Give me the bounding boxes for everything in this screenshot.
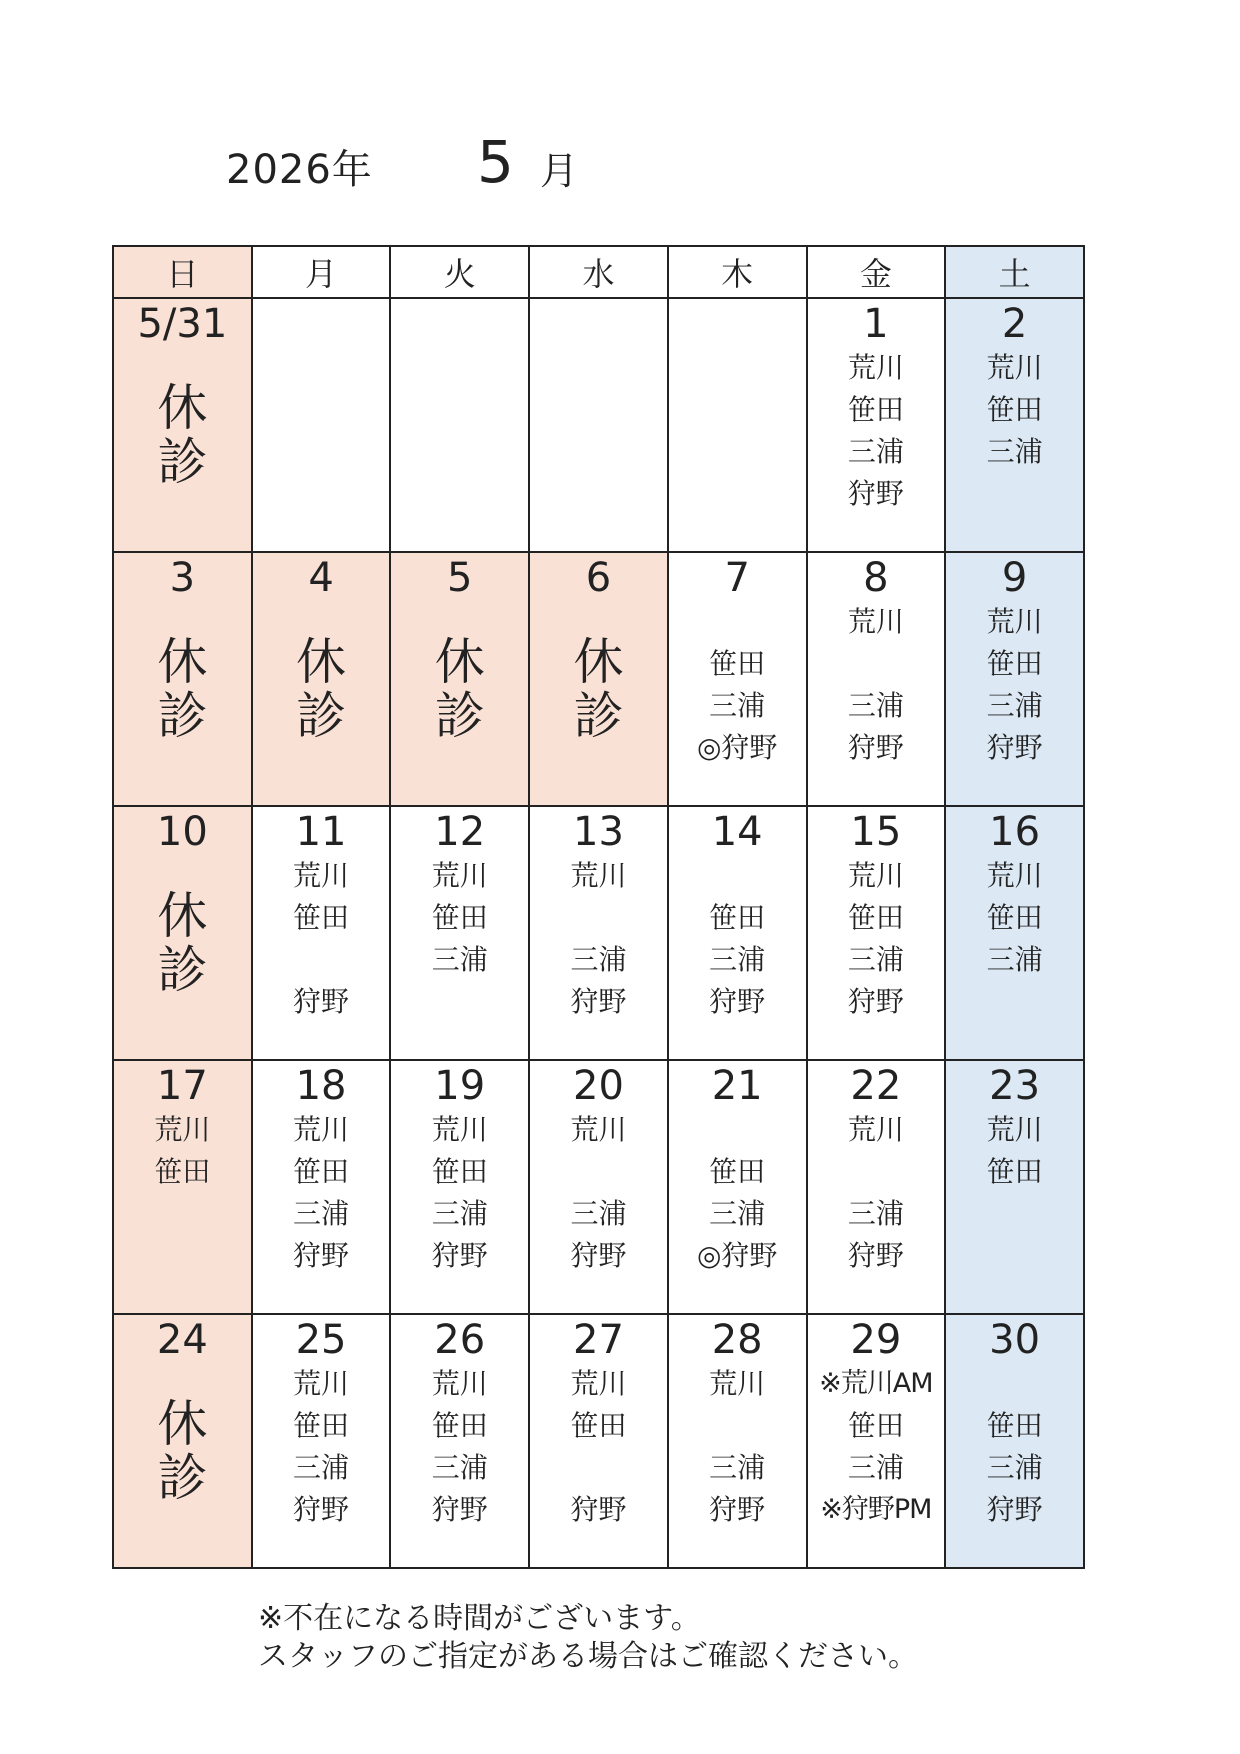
staff-entry: 三浦 bbox=[709, 943, 766, 976]
calendar-header bbox=[0, 128, 1240, 208]
staff-entry bbox=[114, 1193, 251, 1235]
week-row bbox=[113, 1060, 1084, 1314]
calendar-grid bbox=[112, 245, 1085, 1569]
day-cell bbox=[390, 1060, 529, 1314]
day-cell bbox=[529, 1314, 668, 1568]
closed-label: 診 bbox=[573, 687, 624, 745]
staff-entry: 三浦 bbox=[431, 1451, 488, 1484]
staff-entry: 荒川 bbox=[847, 605, 904, 638]
staff-entry: 狩野 bbox=[293, 1239, 350, 1272]
day-number: 21 bbox=[711, 1063, 763, 1109]
day-cell bbox=[529, 806, 668, 1060]
day-cell bbox=[390, 806, 529, 1060]
staff-entry: 荒川 bbox=[986, 859, 1043, 892]
note-line-1: ※不在になる時間がございます。 bbox=[258, 1601, 701, 1636]
day-cell bbox=[113, 1314, 252, 1568]
staff-entry bbox=[530, 1447, 667, 1489]
day-cell bbox=[390, 552, 529, 806]
staff-entry: 笹田 bbox=[847, 1409, 904, 1442]
staff-entry bbox=[946, 981, 1083, 1023]
day-cell bbox=[668, 1314, 807, 1568]
week-row bbox=[113, 552, 1084, 806]
staff-entry: 笹田 bbox=[986, 393, 1043, 426]
staff-entry: 笹田 bbox=[986, 901, 1043, 934]
closed-label: 診 bbox=[157, 1449, 208, 1507]
staff-entry: 笹田 bbox=[847, 901, 904, 934]
staff-entry: 笹田 bbox=[847, 393, 904, 426]
staff-entry: 三浦 bbox=[986, 689, 1043, 722]
staff-entry: 三浦 bbox=[986, 943, 1043, 976]
day-number: 30 bbox=[989, 1317, 1041, 1363]
staff-entry: 笹田 bbox=[293, 1155, 350, 1188]
staff-entry: 狩野 bbox=[986, 731, 1043, 764]
day-cell bbox=[252, 552, 391, 806]
note-line-2: スタッフのご指定がある場合はご確認ください。 bbox=[258, 1639, 918, 1674]
staff-entry bbox=[669, 855, 806, 897]
day-number: 10 bbox=[156, 809, 208, 855]
day-cell bbox=[252, 806, 391, 1060]
day-number: 2 bbox=[1001, 301, 1028, 347]
staff-entry: 荒川 bbox=[431, 1367, 488, 1400]
day-number: 26 bbox=[434, 1317, 486, 1363]
staff-entry: 荒川 bbox=[847, 859, 904, 892]
day-number: 17 bbox=[156, 1063, 208, 1109]
staff-entry bbox=[808, 1151, 945, 1193]
staff-entry: 笹田 bbox=[431, 1155, 488, 1188]
footer-note bbox=[258, 1600, 918, 1676]
day-number: 14 bbox=[711, 809, 763, 855]
closed-label: 休 bbox=[434, 633, 485, 691]
staff-entry: 荒川 bbox=[847, 1113, 904, 1146]
day-cell bbox=[252, 1060, 391, 1314]
staff-entry: 荒川 bbox=[154, 1113, 211, 1146]
staff-entry: ※狩野PM bbox=[820, 1494, 932, 1525]
day-cell bbox=[807, 806, 946, 1060]
staff-entry bbox=[669, 1109, 806, 1151]
weekday-friday: 金 bbox=[807, 246, 946, 298]
day-number: 28 bbox=[711, 1317, 763, 1363]
staff-entry: 三浦 bbox=[986, 435, 1043, 468]
staff-entry: 荒川 bbox=[986, 351, 1043, 384]
staff-entry bbox=[530, 897, 667, 939]
staff-entry: 三浦 bbox=[709, 1197, 766, 1230]
day-number: 7 bbox=[724, 555, 750, 601]
staff-entry: 荒川 bbox=[986, 605, 1043, 638]
week-row bbox=[113, 1314, 1084, 1568]
day-cell bbox=[945, 1060, 1084, 1314]
staff-entry: 三浦 bbox=[570, 943, 627, 976]
day-number: 8 bbox=[863, 555, 889, 601]
day-cell bbox=[113, 298, 252, 552]
staff-entry: 笹田 bbox=[709, 1155, 766, 1188]
staff-entry: ◎狩野 bbox=[696, 1239, 778, 1272]
closed-label: 休 bbox=[157, 633, 208, 691]
staff-entry: 三浦 bbox=[431, 943, 488, 976]
day-cell bbox=[252, 1314, 391, 1568]
staff-entry: 三浦 bbox=[847, 1451, 904, 1484]
day-number: 20 bbox=[573, 1063, 624, 1109]
staff-entry bbox=[253, 939, 390, 981]
staff-entry: 荒川 bbox=[570, 859, 627, 892]
day-cell bbox=[529, 552, 668, 806]
staff-entry: 狩野 bbox=[847, 1239, 904, 1272]
day-cell bbox=[113, 1060, 252, 1314]
staff-entry: 狩野 bbox=[431, 1493, 488, 1526]
staff-entry bbox=[946, 473, 1083, 515]
staff-entry: 三浦 bbox=[847, 689, 904, 722]
day-cell bbox=[945, 298, 1084, 552]
day-number: 11 bbox=[295, 809, 347, 855]
staff-entry: 笹田 bbox=[293, 1409, 350, 1442]
closed-label: 休 bbox=[157, 379, 208, 437]
weekday-monday: 月 bbox=[252, 246, 391, 298]
day-cell bbox=[807, 552, 946, 806]
staff-entry: 狩野 bbox=[431, 1239, 488, 1272]
staff-entry: 笹田 bbox=[431, 901, 488, 934]
staff-entry: 三浦 bbox=[709, 1451, 766, 1484]
staff-entry bbox=[946, 1235, 1083, 1277]
week-row bbox=[113, 806, 1084, 1060]
staff-entry bbox=[530, 1151, 667, 1193]
day-cell bbox=[529, 298, 668, 552]
staff-entry: 三浦 bbox=[847, 1197, 904, 1230]
staff-entry: 笹田 bbox=[709, 647, 766, 680]
closed-label: 診 bbox=[157, 941, 208, 999]
staff-entry: 荒川 bbox=[709, 1367, 766, 1400]
staff-entry: 荒川 bbox=[570, 1367, 627, 1400]
day-number: 16 bbox=[989, 809, 1041, 855]
staff-entry: 笹田 bbox=[986, 1155, 1043, 1188]
weekday-wednesday: 水 bbox=[529, 246, 668, 298]
staff-entry: 笹田 bbox=[986, 1409, 1043, 1442]
day-cell bbox=[113, 806, 252, 1060]
staff-entry: 笹田 bbox=[570, 1409, 627, 1442]
day-cell bbox=[529, 1060, 668, 1314]
day-number: 4 bbox=[308, 555, 334, 601]
staff-entry: 笹田 bbox=[986, 647, 1043, 680]
staff-entry: 笹田 bbox=[431, 1409, 488, 1442]
day-cell bbox=[668, 298, 807, 552]
staff-entry: ◎狩野 bbox=[696, 731, 778, 764]
staff-entry: 狩野 bbox=[847, 477, 904, 510]
day-number: 19 bbox=[434, 1063, 486, 1109]
closed-label: 診 bbox=[296, 687, 347, 745]
day-cell bbox=[252, 298, 391, 552]
staff-entry bbox=[114, 1235, 251, 1277]
day-cell bbox=[807, 298, 946, 552]
day-number: 5/31 bbox=[137, 301, 228, 347]
staff-entry bbox=[946, 1193, 1083, 1235]
week-row bbox=[113, 298, 1084, 552]
day-number: 1 bbox=[863, 301, 889, 347]
staff-entry: 狩野 bbox=[570, 1239, 627, 1272]
day-number: 22 bbox=[850, 1063, 902, 1109]
day-cell bbox=[113, 552, 252, 806]
staff-entry: 三浦 bbox=[431, 1197, 488, 1230]
staff-entry: 笹田 bbox=[154, 1155, 211, 1188]
day-number: 5 bbox=[447, 555, 473, 601]
staff-entry: 荒川 bbox=[293, 1367, 350, 1400]
staff-entry: 三浦 bbox=[847, 435, 904, 468]
day-number: 18 bbox=[295, 1063, 347, 1109]
staff-entry: 荒川 bbox=[293, 1113, 350, 1146]
staff-entry: 荒川 bbox=[293, 859, 350, 892]
day-number: 3 bbox=[169, 555, 196, 601]
weekday-thursday: 木 bbox=[668, 246, 807, 298]
staff-entry: 三浦 bbox=[293, 1451, 350, 1484]
weekday-saturday: 土 bbox=[945, 246, 1084, 298]
day-cell bbox=[807, 1060, 946, 1314]
month-unit-label: 月 bbox=[540, 149, 579, 193]
staff-entry: 荒川 bbox=[986, 1113, 1043, 1146]
day-cell bbox=[390, 298, 529, 552]
staff-entry: 荒川 bbox=[847, 351, 904, 384]
day-cell bbox=[390, 1314, 529, 1568]
day-number: 24 bbox=[156, 1317, 208, 1363]
staff-entry: ※荒川AM bbox=[819, 1368, 933, 1399]
closed-label: 診 bbox=[434, 687, 485, 745]
day-cell bbox=[945, 552, 1084, 806]
staff-entry: 笹田 bbox=[293, 901, 350, 934]
day-cell bbox=[945, 1314, 1084, 1568]
staff-entry bbox=[946, 1363, 1083, 1405]
staff-entry: 笹田 bbox=[709, 901, 766, 934]
staff-entry: 荒川 bbox=[431, 859, 488, 892]
calendar-body bbox=[113, 298, 1084, 1568]
staff-entry: 狩野 bbox=[293, 985, 350, 1018]
staff-entry: 三浦 bbox=[570, 1197, 627, 1230]
staff-entry: 狩野 bbox=[293, 1493, 350, 1526]
day-number: 23 bbox=[989, 1063, 1041, 1109]
staff-entry bbox=[808, 643, 945, 685]
day-cell bbox=[668, 806, 807, 1060]
staff-entry bbox=[391, 981, 528, 1023]
staff-entry: 狩野 bbox=[847, 985, 904, 1018]
day-number: 13 bbox=[573, 809, 624, 855]
staff-entry: 狩野 bbox=[709, 1493, 766, 1526]
staff-entry: 狩野 bbox=[847, 731, 904, 764]
staff-entry: 狩野 bbox=[570, 1493, 627, 1526]
staff-entry: 狩野 bbox=[570, 985, 627, 1018]
day-number: 15 bbox=[850, 809, 902, 855]
staff-entry bbox=[669, 1405, 806, 1447]
weekday-tuesday: 火 bbox=[390, 246, 529, 298]
staff-entry: 三浦 bbox=[847, 943, 904, 976]
staff-entry: 三浦 bbox=[986, 1451, 1043, 1484]
closed-label: 休 bbox=[157, 1395, 208, 1453]
day-number: 29 bbox=[850, 1317, 902, 1363]
weekday-header-row bbox=[113, 246, 1084, 298]
staff-entry: 三浦 bbox=[293, 1197, 350, 1230]
day-cell bbox=[807, 1314, 946, 1568]
staff-entry: 三浦 bbox=[709, 689, 766, 722]
weekday-sunday: 日 bbox=[113, 246, 252, 298]
closed-label: 診 bbox=[157, 433, 208, 491]
day-number: 12 bbox=[434, 809, 486, 855]
closed-label: 休 bbox=[157, 887, 208, 945]
year-label: 2026年 bbox=[226, 147, 373, 193]
staff-entry bbox=[669, 601, 806, 643]
closed-label: 診 bbox=[157, 687, 208, 745]
day-cell bbox=[668, 552, 807, 806]
day-number: 9 bbox=[1001, 555, 1028, 601]
closed-label: 休 bbox=[573, 633, 624, 691]
day-cell bbox=[668, 1060, 807, 1314]
staff-entry: 荒川 bbox=[431, 1113, 488, 1146]
day-number: 6 bbox=[585, 555, 612, 601]
closed-label: 休 bbox=[296, 633, 347, 691]
staff-entry: 狩野 bbox=[709, 985, 766, 1018]
staff-entry: 荒川 bbox=[570, 1113, 627, 1146]
day-number: 27 bbox=[573, 1317, 624, 1363]
month-number: 5 bbox=[477, 128, 514, 196]
day-number: 25 bbox=[295, 1317, 347, 1363]
staff-entry: 狩野 bbox=[986, 1493, 1043, 1526]
day-cell bbox=[945, 806, 1084, 1060]
